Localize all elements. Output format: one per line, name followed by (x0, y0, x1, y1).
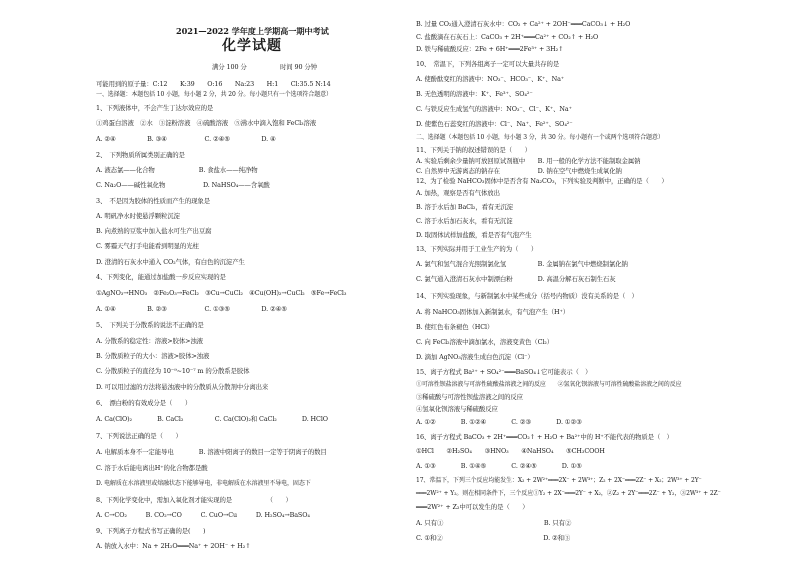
answer-option: D. 取固体试样加盐酸，看是否有气泡产生 (416, 231, 532, 239)
answer-option: B. 分散质粒子的大小：溶液>胶体>浊液 (96, 352, 210, 360)
question-line: 6、 漂白粉的有效成分是（ ） (96, 399, 192, 407)
answer-options: C. 氯气通入澄清石灰水中制漂白粉 D. 高温分解石灰石制生石灰 (416, 275, 616, 283)
answer-option: B. 过量 CO₂通入澄清石灰水中：CO₂ + Ca²⁺ + 2OH⁻═══CaCO₃↓ + H₂O (416, 20, 631, 28)
answer-options: A. 电解质本身不一定能导电 B. 溶液中阳离子的数目一定等于阴离子的数目 (96, 448, 327, 456)
question-line: 12、为了检验 NaHCO₃固体中是否含有 Na₂CO₃，下列实验及判断中，正确的是（ ） (416, 177, 668, 185)
statement-line: ①HCl ②H₂SO₄ ③HNO₃ ④NaHSO₄ ⑤CH₃COOH (416, 447, 605, 455)
question-line: ═══2W²⁺ + Z₂中可以发生的是（ ） (416, 503, 529, 511)
question-line: ①鸡蛋白溶液 ②水 ③淀粉溶液 ④硫酸溶液 ⑤沸水中滴入饱和 FeCl₃溶液 (96, 119, 317, 127)
answer-options: C. Na₂O——碱性氧化物 D. NaHSO₄——含氧酸 (96, 181, 270, 189)
atomic-masses: 可能用到的原子量：C:12 K:39 O:16 Na:23 H:1 Cl:35.5 N:14 (96, 80, 331, 88)
answer-option: A. 使酚酞变红的溶液中：NO₃⁻、HCO₃⁻、K⁺、Na⁺ (416, 75, 565, 83)
subject-title: 化学试题 (222, 38, 282, 54)
answer-option: D. 使紫色石蕊变红的溶液中：Cl⁻、Na⁺、Fe²⁺、SO₄²⁻ (416, 120, 573, 128)
answer-option: B. 无色透明的溶液中：K⁺、Fe³⁺、SO₄²⁻ (416, 90, 533, 98)
answer-option: C. 与铁反应生成氢气的溶液中：NO₃⁻、Cl⁻、K⁺、Na⁺ (416, 105, 572, 113)
answer-option: C. 分散质粒子的直径为 10⁻⁹~10⁻⁷ m 的分散系是胶体 (96, 367, 250, 375)
answer-options: A. ②④ B. ③④ C. ②④⑤ D. ④ (96, 135, 276, 143)
question-line: 2、 下列物质所属类别正确的是 (96, 151, 185, 159)
question-line: 17、常温下，下列三个反应均能发生：X₂ + 2W²⁺═══2X⁻ + 2W³⁺；Z₂ + 2X⁻═══2Z⁻ + X₂；2W³⁺ + 2Y⁻ (416, 477, 702, 484)
answer-option: B. 溶于水后加 BaCl₂，看有无沉淀 (416, 203, 514, 211)
answer-options: A. 实验后剩余少量钠可放回原试剂瓶中 B. 用一般的化学方法不能制取金属钠 (416, 157, 641, 165)
time-info: 时间 90 分钟 (280, 63, 317, 71)
answer-options: C. ①和② D. ②和③ (416, 534, 571, 542)
answer-option: D. 澄清的石灰水中通入 CO₂气体，有白色的沉淀产生 (96, 258, 245, 266)
answer-option: C. 向 FeCl₂溶液中滴加氯水，溶液变黄色（Cl₂） (416, 338, 554, 346)
answer-option: B. 使红色布条褪色（HCl） (416, 323, 494, 331)
answer-option: C. 雾霾天气打手电能看到明显的光柱 (96, 242, 199, 250)
answer-option: A. 加热，观察是否有气体放出 (416, 189, 500, 197)
question-line: 16、离子方程式 BaCO₃ + 2H⁺═══CO₂↑ + H₂O + Ba²⁺中的 H⁺不能代表的物质是（ ） (416, 433, 673, 441)
answer-options: A. ①③ B. ①④⑤ C. ②④⑤ D. ①⑤ (416, 462, 582, 470)
answer-option: D. 滴加 AgNO₃溶液生成白色沉淀（Cl⁻） (416, 353, 534, 361)
statement-line: ③稀硫酸与可溶性钡盐溶液之间的反应 (416, 393, 523, 401)
exam-title: 2021—2022 学年度上学期高一期中考试 (176, 26, 329, 36)
answer-option: A. 分散系的稳定性：溶液>胶体>浊液 (96, 337, 203, 345)
question-line: 11、下列关于钠的叙述错误的是（ ） (416, 146, 531, 154)
section-one-heading: 一、选择题：本题包括 10 小题，每小题 2 分，共 20 分。每小题只有一个选项符合题意） (96, 91, 332, 98)
answer-option: B. 向煮熟的豆浆中加入盐水可生产出豆腐 (96, 227, 212, 235)
answer-option: C. 溶于水后能电离出H⁺的化合物都是酸 (96, 464, 208, 472)
answer-options: A. ①④ B. ②③ C. ①③⑤ D. ②④⑤ (96, 305, 287, 313)
question-line: 1、下列液体中，不会产生丁达尔效应的是 (96, 104, 214, 112)
question-line: 7、下列说法正确的是（ ） (96, 432, 182, 440)
question-line: 5、 下列关于分散系的说法不正确的是 (96, 321, 204, 329)
question-line: 8、下列化学变化中，需加入氧化剂才能实现的是 （ ） (96, 496, 292, 504)
question-line: 14、下列实验现象，与新制氯水中某些成分（括号内物质）没有关系的是（ ） (416, 292, 638, 300)
answer-option: A. 将 NaHCO₃固体加入新制氯水，有气泡产生（H⁺） (416, 308, 570, 316)
question-line: ═══2W²⁺ + Y₂。则在相同条件下，三个反应①Y₂ + 2X⁻═══2Y⁻ + X₂，②Z₂ + 2Y⁻═══2Z⁻ + Y₂，③2W³⁺ + 2Z⁻ (416, 490, 721, 497)
statement-line: ①可溶性钡盐溶液与可溶性硫酸盐溶液之间的反应 ②氢氧化钡溶液与可溶性硫酸盐溶液之间的反应 (416, 381, 682, 388)
answer-option: A. 钠放入水中：Na + 2H₂O═══Na⁺ + 2OH⁻ + H₂↑ (96, 542, 251, 550)
answer-option: C. 溶于水后加石灰水，看有无沉淀 (416, 217, 513, 225)
answer-option: D. 可以用过滤的方法将悬浊液中的分散质从分散剂中分离出来 (96, 383, 269, 391)
question-line: 15、离子方程式 Ba²⁺ + SO₄²⁻═══BaSO₄↓它可能表示（ ） (416, 368, 592, 376)
score-info: 满分 100 分 (212, 63, 247, 71)
question-line: 4、下列变化，能通过加盐酸一步反应实现的是 (96, 273, 226, 281)
answer-option: D. 电解质在水溶液里或熔融状态下能够导电，非电解质在水溶液里不导电，固态下 (96, 480, 311, 487)
question-line: ①AgNO₃→HNO₃ ②Fe₂O₃→FeCl₂ ③Cu→CuCl₂ ④Cu(OH)₂→CuCl₂ ⑤Fe→FeCl₃ (96, 289, 347, 297)
question-line: 13、下列实际并用于工业生产的为（ ） (416, 245, 538, 253)
statement-line: ④氢氧化钡溶液与稀硫酸反应 (416, 405, 498, 413)
question-line: 9、下列离子方程式书写正确的是( ) (96, 527, 206, 535)
answer-option: D. 铁与稀硫酸反应：2Fe + 6H⁺═══2Fe³⁺ + 3H₂↑ (416, 45, 564, 53)
answer-options: A. Ca(ClO)₂ B. CaCl₂ C. Ca(ClO)₂和 CaCl₂ D. HClO (96, 415, 328, 423)
section-two-heading: 二、选择题（本题包括 10 小题，每小题 3 分，共 30 分。每小题有一个或两个选项符合题意） (416, 134, 664, 141)
answer-options: C. 自然界中无游离态的钠存在 D. 钠在空气中燃烧生成氧化钠 (416, 167, 622, 175)
answer-options: A. 氯气和氢气混合光照制氯化氢 B. 金属钠在氯气中燃烧制氯化钠 (416, 260, 628, 268)
question-line: 10、 常温下，下列各组离子一定可以大量共存的是 (416, 60, 560, 68)
answer-options: A. ①② B. ①②④ C. ②③ D. ①②③ (416, 418, 582, 426)
answer-options: A. 液态氯——化合物 B. 食盐水——纯净物 (96, 166, 258, 174)
answer-options: A. C→CO₂ B. CO₂→CO C. CuO→Cu D. H₂SO₄→BaSO₄ (96, 511, 310, 519)
answer-option: C. 盐酸滴在石灰石上：CaCO₃ + 2H⁺═══Ca²⁺ + CO₂↑ + H₂O (416, 33, 599, 41)
answer-option: A. 明矾净水时使悬浮颗粒沉淀 (96, 212, 180, 220)
question-line: 3、 不是因为胶体的性质而产生的现象是 (96, 197, 210, 205)
answer-options: A. 只有① B. 只有② (416, 519, 572, 527)
